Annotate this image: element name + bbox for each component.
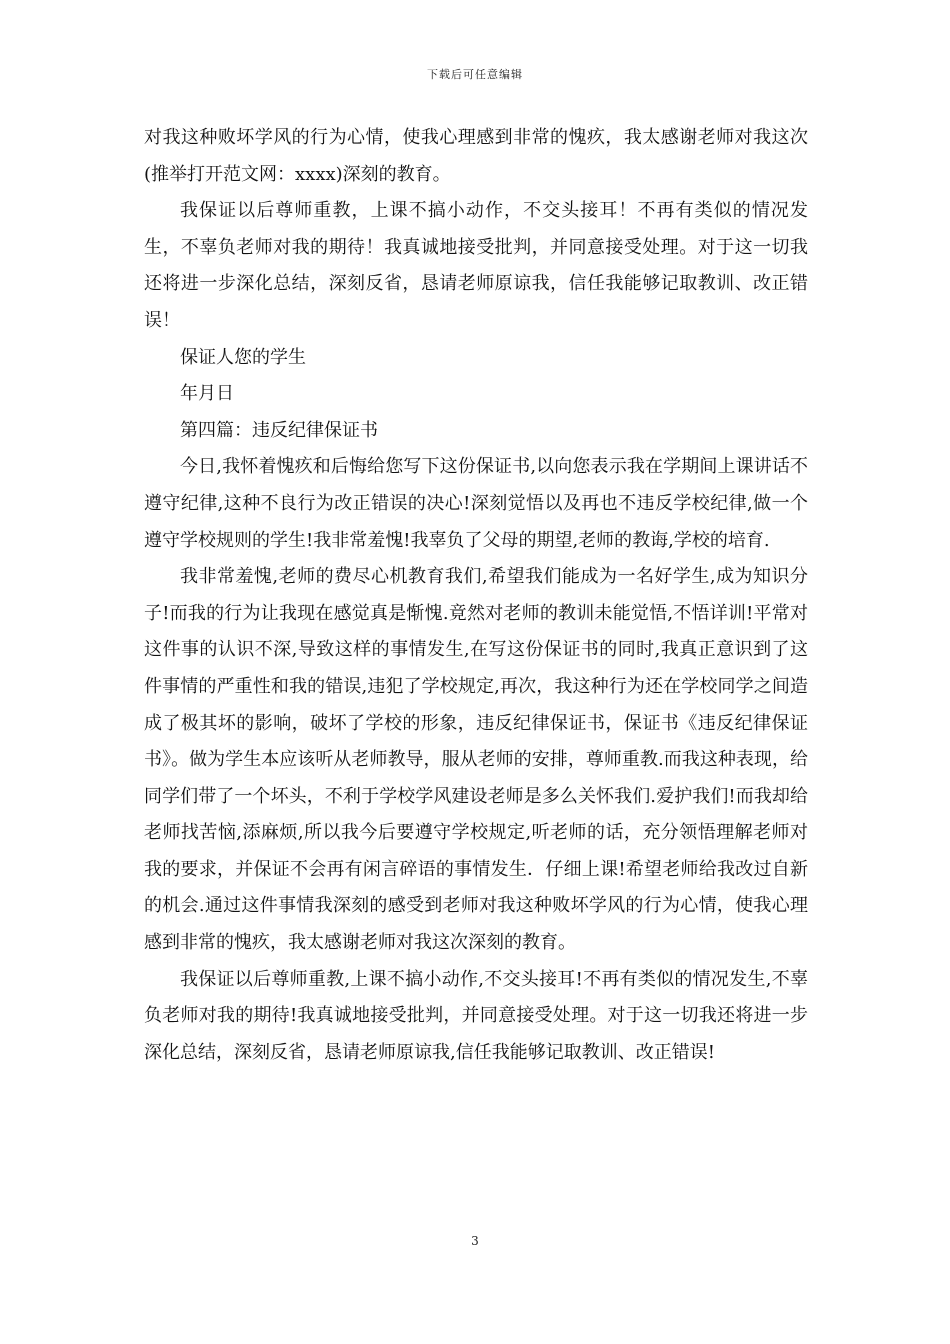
paragraph-pledge: 我保证以后尊师重教，上课不搞小动作，不交头接耳！不再有类似的情况发生，不辜负老师对我的期待！我真诚地接受批判，并同意接受处理。对于这一切我还将进一步深化总结，深刻反省，恳请老师原谅我，信任我能够记取教训、改正错误！ — [144, 200, 808, 331]
page-header: 下载后可任意编辑 — [427, 68, 523, 81]
section-title: 第四篇：违反纪律保证书 — [180, 419, 378, 441]
paragraph-intro: 今日,我怀着愧疚和后悔给您写下这份保证书,以向您表示我在学期间上课讲话不遵守纪律,这种不良行为改正错误的决心!深刻觉悟以及再也不违反学校纪律,做一个遵守学校规则的学生!我非常羞愧!我辜负了父母的期望,老师的教诲,学校的培育. — [144, 456, 808, 551]
paragraph-reflection: 我非常羞愧,老师的费尽心机教育我们,希望我们能成为一名好学生,成为知识分子!而我的行为让我现在感觉真是惭愧.竟然对老师的教训未能觉悟,不悟详训!平常对这件事的认识不深,导致这样的事情发生,在写这份保证书的同时,我真正意识到了这件事情的严重性和我的错误,违犯了学校规定,再次，我这种行为还在学校同学之间造成了极其坏的影响，破坏了学校的形象，违反纪律保证书，保证书《违反纪律保证书》。做为学生本应该听从老师教导，服从老师的安排，尊师重教.而我这种表现，给同学们带了一个坏头，不利于学校学风建设老师是多么关怀我们.爱护我们!而我却给老师找苦恼,添麻烦,所以我今后要遵守学校规定,听老师的话，充分领悟理解老师对我的要求，并保证不会再有闲言碎语的事情发生．仔细上课!希望老师给我改过自新的机会.通过这件事情我深刻的感受到老师对我这种败坏学风的行为心情，使我心理感到非常的愧疚，我太感谢老师对我这次深刻的教育。 — [144, 566, 808, 954]
date-line: 年月日 — [180, 383, 234, 405]
signature-line: 保证人您的学生 — [180, 346, 306, 368]
document-body — [144, 120, 808, 1071]
page-number: 3 — [471, 1234, 479, 1248]
paragraph-continuation: 对我这种败坏学风的行为心情，使我心理感到非常的愧疚，我太感谢老师对我这次(推举打开范文网：xxxx)深刻的教育。 — [144, 127, 808, 185]
paragraph-promise: 我保证以后尊师重教,上课不搞小动作,不交头接耳!不再有类似的情况发生,不辜负老师对我的期待!我真诚地接受批判，并同意接受处理。对于这一切我还将进一步深化总结，深刻反省，恳请老师原谅我,信任我能够记取教训、改正错误! — [144, 968, 808, 1063]
